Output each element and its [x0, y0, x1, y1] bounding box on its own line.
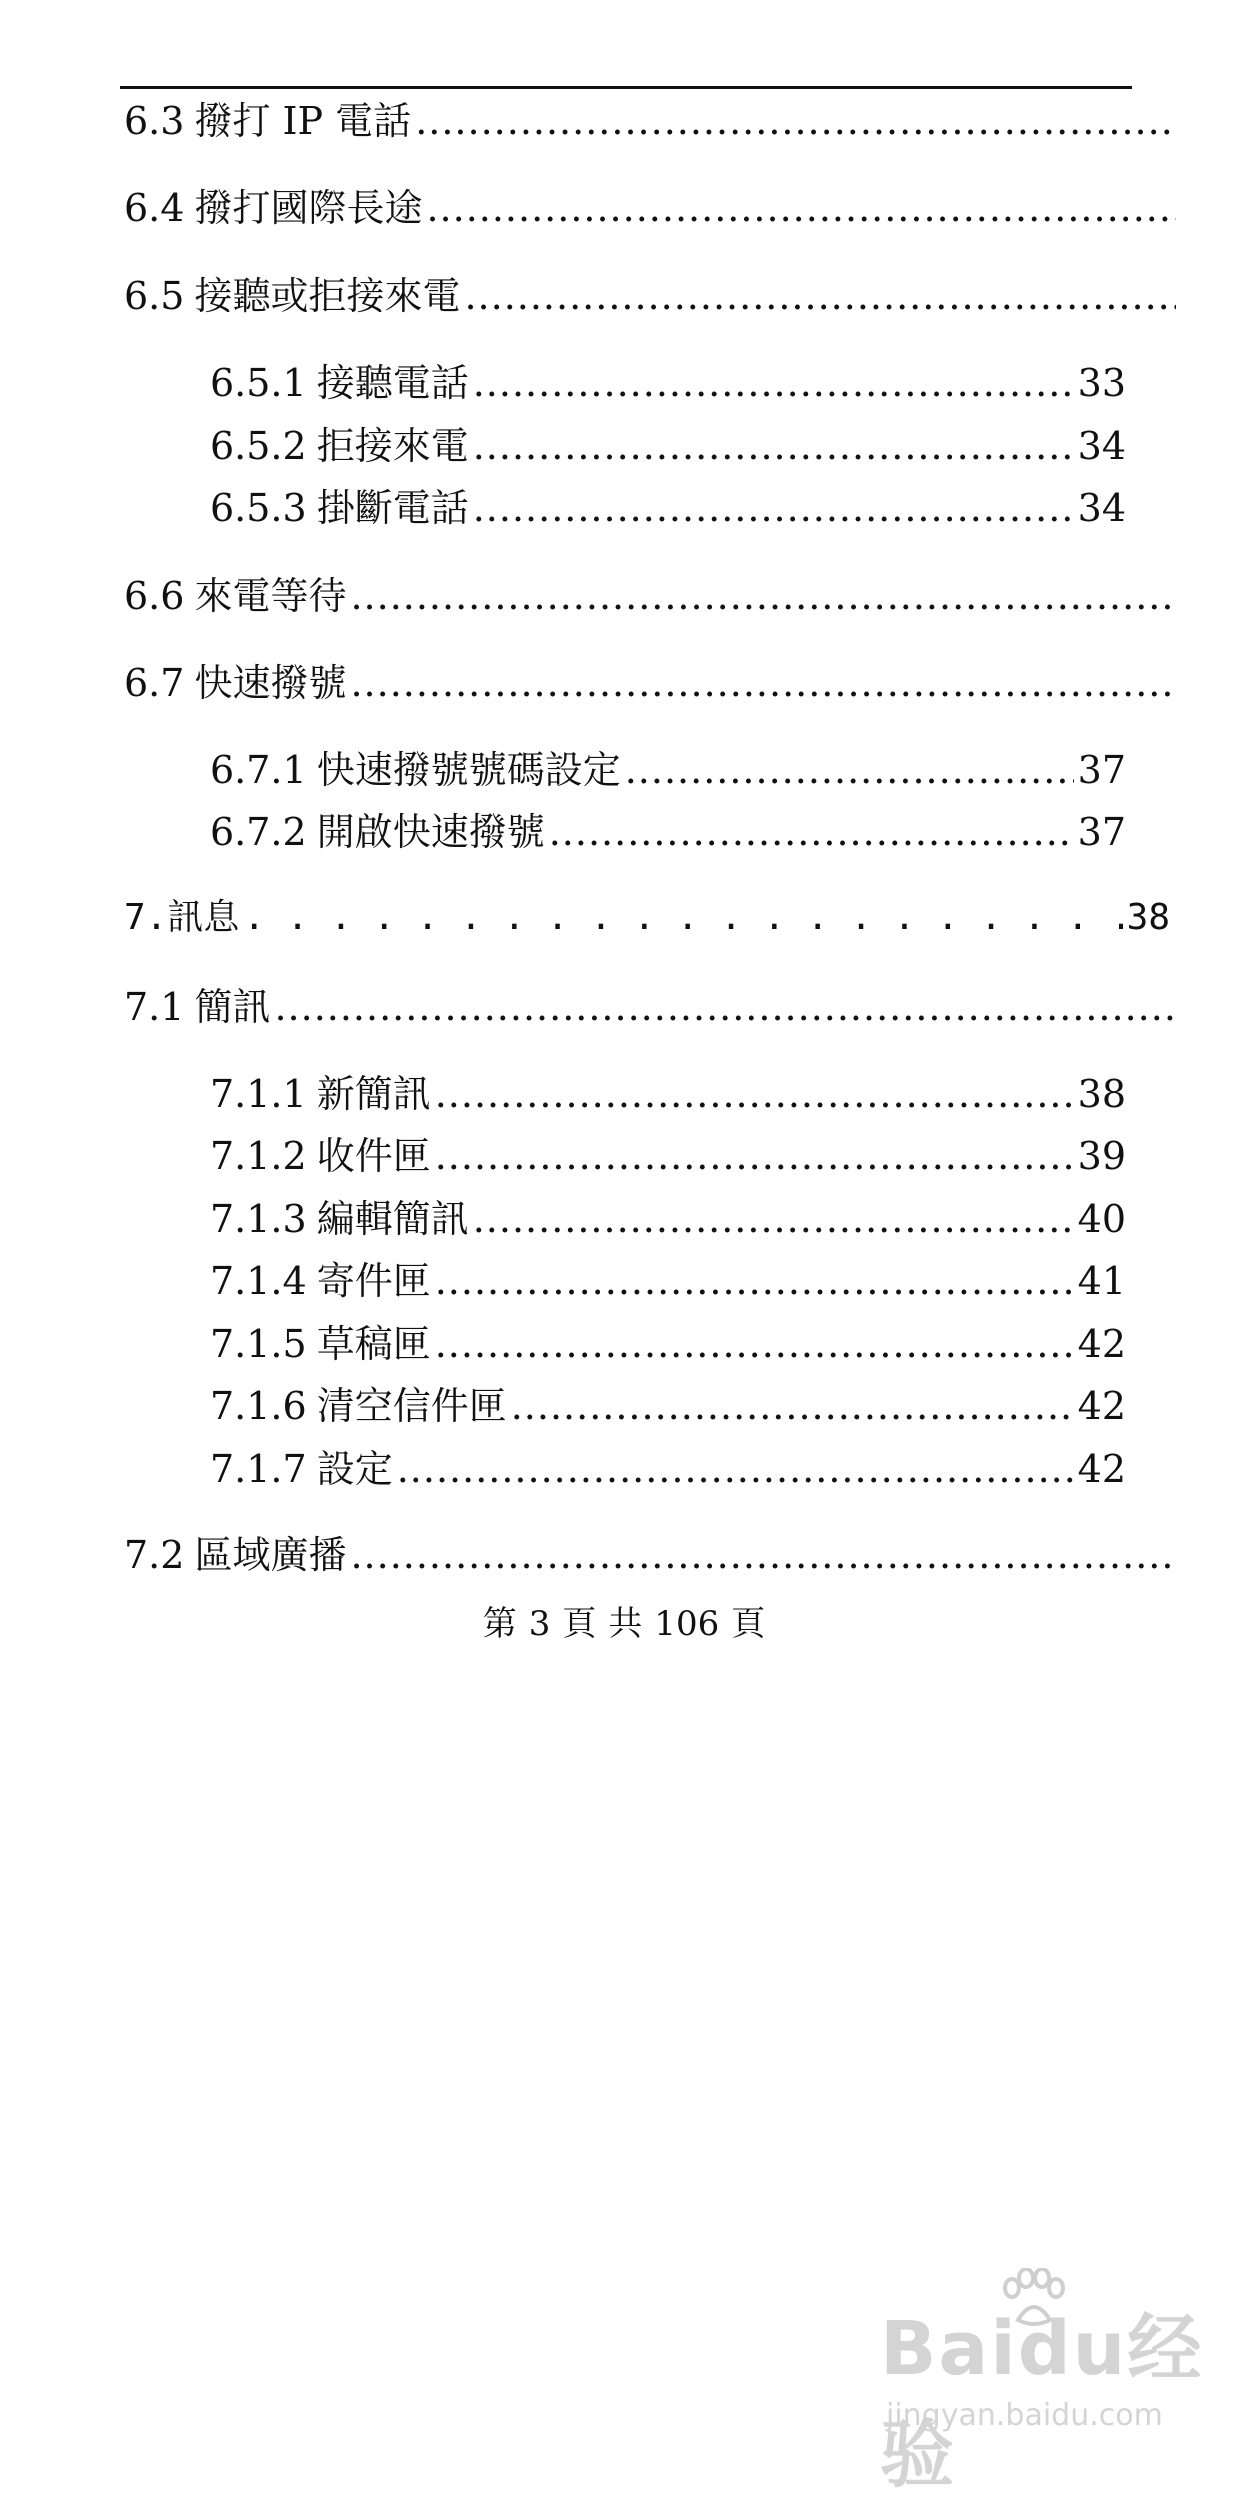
toc-title: 快速撥號	[194, 661, 347, 705]
toc-entry-7-2[interactable]	[124, 1530, 1180, 1580]
toc-number: 6.7.1	[210, 748, 307, 792]
toc-title: 草稿匣	[316, 1322, 431, 1366]
toc-title: 清空信件匣	[316, 1384, 507, 1428]
toc-page: 37	[1077, 748, 1126, 792]
toc-number: 6.3	[124, 99, 185, 143]
toc-title: 掛斷電話	[316, 486, 469, 530]
toc-number: 6.7	[124, 661, 185, 705]
toc-number: 6.7.2	[210, 810, 307, 854]
toc-page: 42	[1077, 1447, 1126, 1491]
dot-leader	[464, 271, 1176, 321]
dot-leader	[549, 807, 1074, 857]
toc-entry-7-1-4[interactable]	[210, 1256, 1126, 1306]
dot-leader	[473, 421, 1074, 471]
footer-page-word: 第	[482, 1604, 517, 1644]
dot-leader	[473, 358, 1074, 408]
dot-leader	[243, 893, 1122, 943]
toc-entry-7-1-5[interactable]	[210, 1319, 1126, 1369]
toc-number: 7.1.4	[210, 1259, 307, 1303]
toc-page: 38	[1126, 897, 1170, 938]
toc-number: 7.1.6	[210, 1384, 307, 1428]
toc-title: 撥打 IP 電話	[194, 99, 412, 143]
toc-entry-7-1-3[interactable]	[210, 1194, 1126, 1244]
toc-title: 收件匣	[316, 1134, 431, 1178]
toc-number: 6.5.2	[210, 424, 307, 468]
dot-leader	[625, 745, 1074, 795]
toc-title: 拒接來電	[316, 424, 469, 468]
toc-number: 7.1.2	[210, 1134, 307, 1178]
toc-number: 7.1.5	[210, 1322, 307, 1366]
toc-number: 7.1.1	[210, 1072, 307, 1116]
dot-leader	[350, 658, 1176, 708]
dot-leader	[435, 1069, 1074, 1119]
dot-leader	[350, 1530, 1176, 1580]
toc-number: 7.	[124, 897, 168, 938]
toc-page: 39	[1077, 1134, 1126, 1178]
dot-leader	[473, 1194, 1074, 1244]
toc-entry-6-7-1[interactable]	[210, 745, 1126, 795]
toc-title: 設定	[316, 1447, 393, 1491]
toc-entry-7-1-1[interactable]	[210, 1069, 1126, 1119]
header-rule	[120, 86, 1132, 89]
footer-total-unit: 頁	[731, 1604, 766, 1644]
dot-leader	[415, 96, 1176, 146]
toc-entry-7-1-2[interactable]	[210, 1131, 1126, 1181]
dot-leader	[350, 571, 1176, 621]
toc-title: 訊息	[167, 897, 240, 938]
toc-entry-6-5[interactable]	[124, 271, 1180, 321]
toc-entry-6-7-2[interactable]	[210, 807, 1126, 857]
dot-leader	[274, 982, 1176, 1032]
toc-title: 編輯簡訊	[316, 1197, 469, 1241]
toc-entry-7[interactable]	[124, 893, 1170, 943]
toc-number: 6.4	[124, 186, 185, 230]
toc-page: 42	[1077, 1384, 1126, 1428]
toc-entry-7-1-6[interactable]	[210, 1381, 1126, 1431]
toc-entry-6-5-2[interactable]	[210, 421, 1126, 471]
toc-page: 33	[1077, 361, 1126, 405]
toc-page: 42	[1077, 1322, 1126, 1366]
toc-entry-6-7[interactable]	[124, 658, 1180, 708]
toc-number: 7.1	[124, 985, 185, 1029]
toc-title: 接聽或拒接來電	[194, 274, 461, 318]
toc-page: 40	[1077, 1197, 1126, 1241]
dot-leader	[426, 183, 1176, 233]
dot-leader	[473, 483, 1074, 533]
toc-page: 34	[1077, 424, 1126, 468]
toc-page: 38	[1077, 1072, 1126, 1116]
toc-title: 寄件匣	[316, 1259, 431, 1303]
footer-page-unit: 頁	[562, 1604, 597, 1644]
toc-number: 6.6	[124, 574, 185, 618]
dot-leader	[511, 1381, 1074, 1431]
page-footer	[0, 1596, 1248, 1645]
toc-title: 新簡訊	[316, 1072, 431, 1116]
toc-entry-6-6[interactable]	[124, 571, 1180, 621]
toc-entry-6-5-1[interactable]	[210, 358, 1126, 408]
toc-entry-6-4[interactable]	[124, 183, 1180, 233]
toc-number: 6.5.3	[210, 486, 307, 530]
footer-total-word: 共	[608, 1604, 643, 1644]
footer-current-page: 3	[528, 1604, 551, 1644]
footer-total-pages: 106	[654, 1604, 720, 1644]
toc-page: 34	[1077, 486, 1126, 530]
toc-number: 6.5	[124, 274, 185, 318]
toc-title: 撥打國際長途	[194, 186, 423, 230]
toc-title: 開啟快速撥號	[316, 810, 545, 854]
toc-entry-6-5-3[interactable]	[210, 483, 1126, 533]
toc-title: 區域廣播	[194, 1533, 347, 1577]
toc-title: 快速撥號號碼設定	[316, 748, 621, 792]
watermark-url: jingyan.baidu.com	[886, 2398, 1163, 2433]
toc-entry-7-1-7[interactable]	[210, 1444, 1126, 1494]
toc-number: 7.1.7	[210, 1447, 307, 1491]
dot-leader	[435, 1131, 1074, 1181]
dot-leader	[397, 1444, 1074, 1494]
toc-entry-6-3[interactable]	[124, 96, 1180, 146]
toc-page: 37	[1077, 810, 1126, 854]
toc-title: 簡訊	[194, 985, 271, 1029]
watermark-logo: Baidu经验	[880, 2306, 1204, 2498]
dot-leader	[435, 1256, 1074, 1306]
toc-title: 來電等待	[194, 574, 347, 618]
toc-number: 7.1.3	[210, 1197, 307, 1241]
toc-title: 接聽電話	[316, 361, 469, 405]
toc-number: 7.2	[124, 1533, 185, 1577]
dot-leader	[435, 1319, 1074, 1369]
toc-number: 6.5.1	[210, 361, 307, 405]
toc-page: 41	[1077, 1259, 1126, 1303]
toc-entry-7-1[interactable]	[124, 982, 1180, 1032]
baidu-watermark	[880, 2290, 1210, 2498]
